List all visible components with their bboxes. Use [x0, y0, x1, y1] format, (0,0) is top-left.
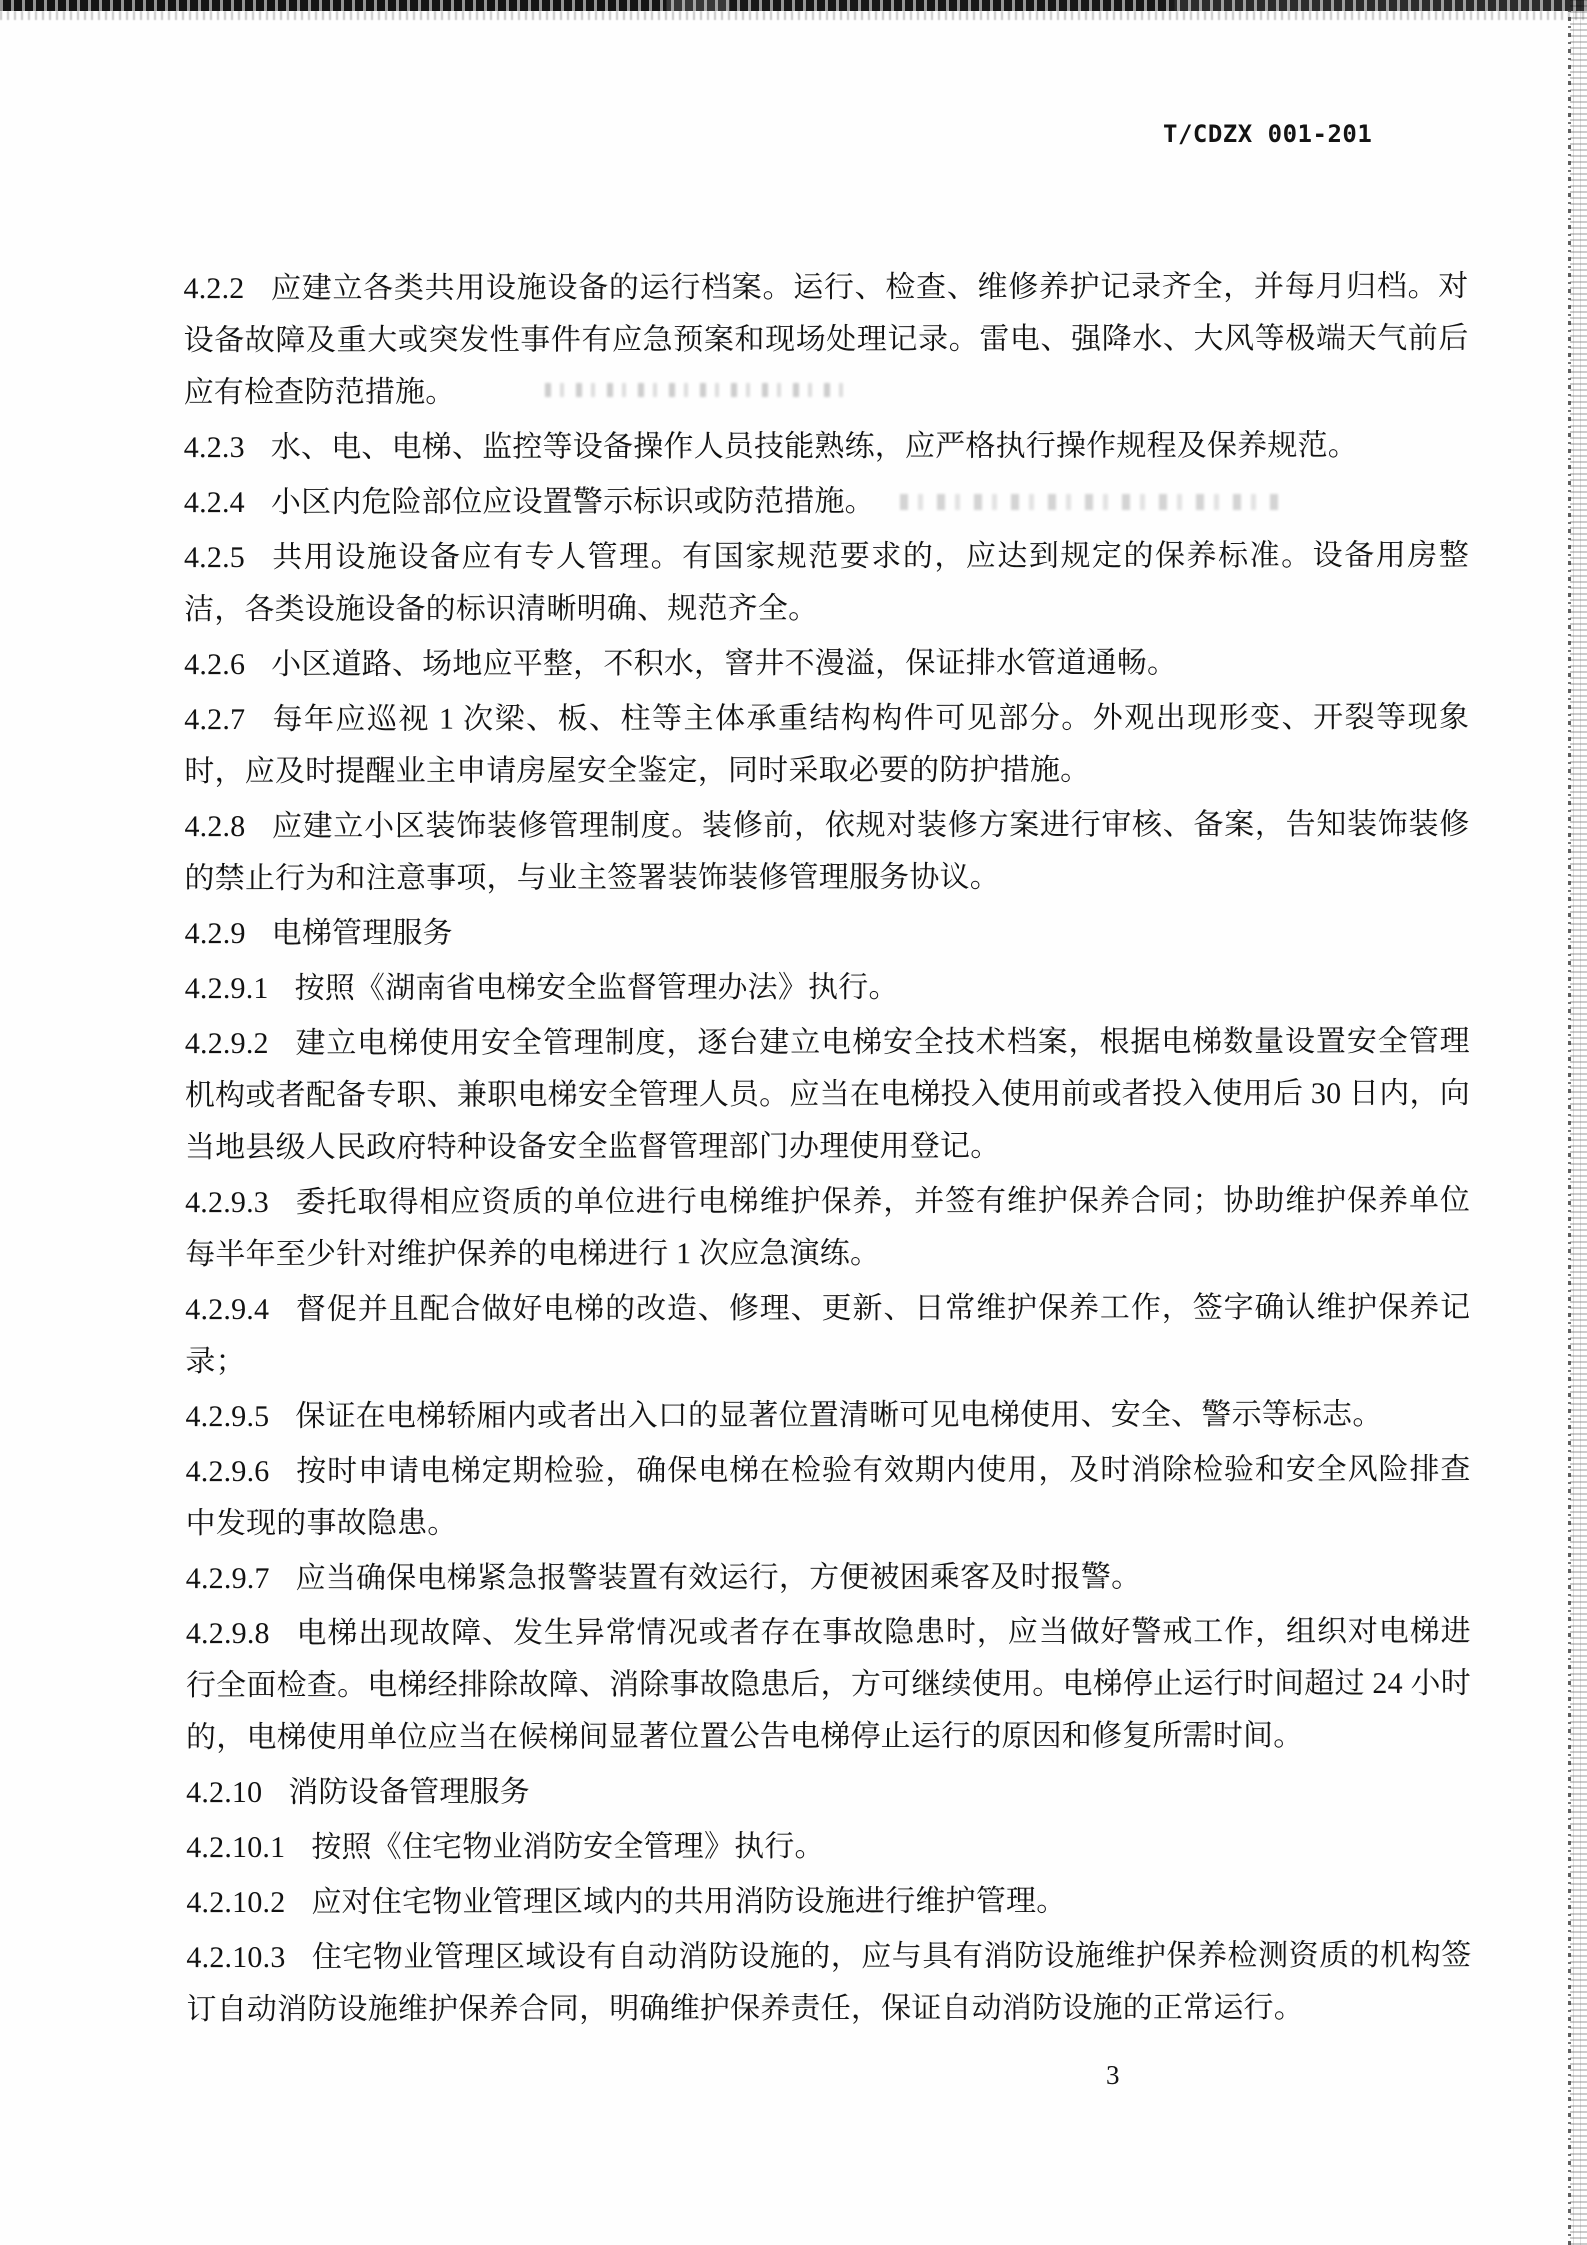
clause-4.2.9.8	[186, 1606, 1471, 1764]
clause-text: 每年应巡视 1 次梁、板、柱等主体承重结构构件可见部分。外观出现形变、开裂等现象时，应及时提醒业主申请房屋安全鉴定，同时采取必要的防护措施。	[184, 700, 1470, 789]
clause-number: 4.2.10.2	[186, 1885, 286, 1920]
clause-4.2.10	[186, 1765, 1471, 1819]
clause-text: 小区道路、场地应平整，不积水，窨井不漫溢，保证排水管道通畅。	[271, 646, 1178, 681]
clause-4.2.4	[184, 475, 1469, 529]
clause-4.2.10.3	[186, 1930, 1471, 2036]
clause-number: 4.2.10.3	[186, 1940, 286, 1975]
clause-text: 住宅物业管理区域设有自动消防设施的，应与具有消防设施维护保养检测资质的机构签订自动消防设施维护保养合同，明确维护保养责任，保证自动消防设施的正常运行。	[186, 1938, 1472, 2027]
clause-number: 4.2.9	[184, 917, 246, 951]
clause-number: 4.2.8	[184, 810, 246, 844]
clause-number: 4.2.4	[183, 486, 245, 520]
scan-noise-top-edge-faint	[0, 11, 1587, 20]
clause-text: 建立电梯使用安全管理制度，逐台建立电梯安全技术档案，根据电梯数量设置安全管理机构或者配备专职、兼职电梯安全管理人员。应当在电梯投入使用前或者投入使用后 30 日内，向当地县级人民政府特种设备安全监督管理部门办理使用登记。	[184, 1024, 1470, 1165]
clause-number: 4.2.10	[186, 1775, 263, 1810]
scan-noise-right-edge	[1570, 0, 1587, 2245]
clause-text: 委托取得相应资质的单位进行电梯维护保养，并签有维护保养合同；协助维护保养单位每半年至少针对维护保养的电梯进行 1 次应急演练。	[185, 1183, 1471, 1272]
clause-4.2.9.6	[186, 1444, 1471, 1550]
clause-text: 按照《湖南省电梯安全监督管理办法》执行。	[294, 970, 899, 1005]
clause-4.2.3	[184, 420, 1469, 474]
clause-4.2.9.1	[185, 961, 1470, 1015]
clause-number: 4.2.9.8	[185, 1616, 270, 1651]
clause-text: 应建立各类共用设施设备的运行档案。运行、检查、维修养护记录齐全，并每月归档。对设备故障及重大或突发性事件有应急预案和现场处理记录。雷电、强降水、大风等极端天气前后应有检查防范措施。	[183, 269, 1469, 410]
clause-text: 水、电、电梯、监控等设备操作人员技能熟练，应严格执行操作规程及保养规范。	[270, 429, 1359, 464]
scan-noise-top-edge	[0, 0, 1587, 11]
clause-4.2.9.3	[185, 1175, 1470, 1281]
standard-code-header: T/CDZX 001-201	[1163, 120, 1373, 148]
clause-4.2.9.7	[186, 1551, 1471, 1605]
clause-number: 4.2.5	[183, 541, 245, 575]
clause-number: 4.2.9.5	[185, 1399, 270, 1434]
clause-number: 4.2.9.3	[185, 1185, 270, 1220]
clause-4.2.10.1	[186, 1820, 1471, 1874]
clause-text: 电梯管理服务	[271, 916, 453, 950]
clause-text: 按时申请电梯定期检验，确保电梯在检验有效期内使用，及时消除检验和安全风险排查中发现的事故隐患。	[185, 1452, 1471, 1541]
clause-4.2.7	[184, 692, 1469, 798]
clause-number: 4.2.7	[184, 703, 246, 737]
clause-text: 消防设备管理服务	[288, 1775, 530, 1809]
clause-4.2.9.2	[185, 1016, 1470, 1174]
clause-number: 4.2.2	[183, 272, 245, 306]
clause-4.2.8	[184, 799, 1469, 905]
clause-number: 4.2.10.1	[186, 1830, 286, 1865]
clause-number: 4.2.9.7	[185, 1561, 270, 1596]
clause-4.2.10.2	[186, 1875, 1471, 1929]
clause-4.2.5	[184, 530, 1469, 636]
clause-number: 4.2.9.1	[184, 971, 269, 1006]
clause-text: 应对住宅物业管理区域内的共用消防设施进行维护管理。	[311, 1884, 1067, 1919]
clause-text: 督促并且配合做好电梯的改造、修理、更新、日常维护保养工作，签字确认维护保养记录；	[185, 1290, 1471, 1379]
clause-number: 4.2.9.2	[184, 1026, 269, 1061]
clause-text: 应当确保电梯紧急报警装置有效运行，方便被困乘客及时报警。	[295, 1560, 1142, 1595]
scan-noise-right-line	[1568, 0, 1571, 2245]
clause-4.2.2	[183, 261, 1468, 419]
clause-text: 应建立小区装饰装修管理制度。装修前，依规对装修方案进行审核、备案，告知装饰装修的禁止行为和注意事项，与业主签署装饰装修管理服务协议。	[184, 807, 1470, 896]
clause-text: 按照《住宅物业消防安全管理》执行。	[311, 1830, 825, 1864]
clause-number: 4.2.9.4	[185, 1292, 270, 1327]
clause-4.2.9.4	[185, 1282, 1470, 1388]
clause-text: 小区内危险部位应设置警示标识或防范措施。	[270, 484, 875, 519]
clause-text: 保证在电梯轿厢内或者出入口的显著位置清晰可见电梯使用、安全、警示等标志。	[295, 1398, 1383, 1433]
clause-number: 4.2.3	[183, 431, 245, 465]
page-number: 3	[1106, 2060, 1120, 2090]
clause-text: 共用设施设备应有专人管理。有国家规范要求的，应达到规定的保养标准。设备用房整洁，各类设施设备的标识清晰明确、规范齐全。	[184, 538, 1469, 627]
clause-number: 4.2.6	[184, 648, 246, 682]
clause-number: 4.2.9.6	[185, 1454, 270, 1489]
clause-4.2.9.5	[185, 1389, 1470, 1443]
document-body	[183, 261, 1471, 2039]
clause-4.2.9	[185, 906, 1470, 960]
clause-text: 电梯出现故障、发生异常情况或者存在事故隐患时，应当做好警戒工作，组织对电梯进行全面检查。电梯经排除故障、消除事故隐患后，方可继续使用。电梯停止运行时间超过 24 小时的，电梯使用单位应当在候梯间显著位置公告电梯停止运行的原因和修复所需时间。	[185, 1614, 1471, 1755]
clause-4.2.6	[184, 637, 1469, 691]
